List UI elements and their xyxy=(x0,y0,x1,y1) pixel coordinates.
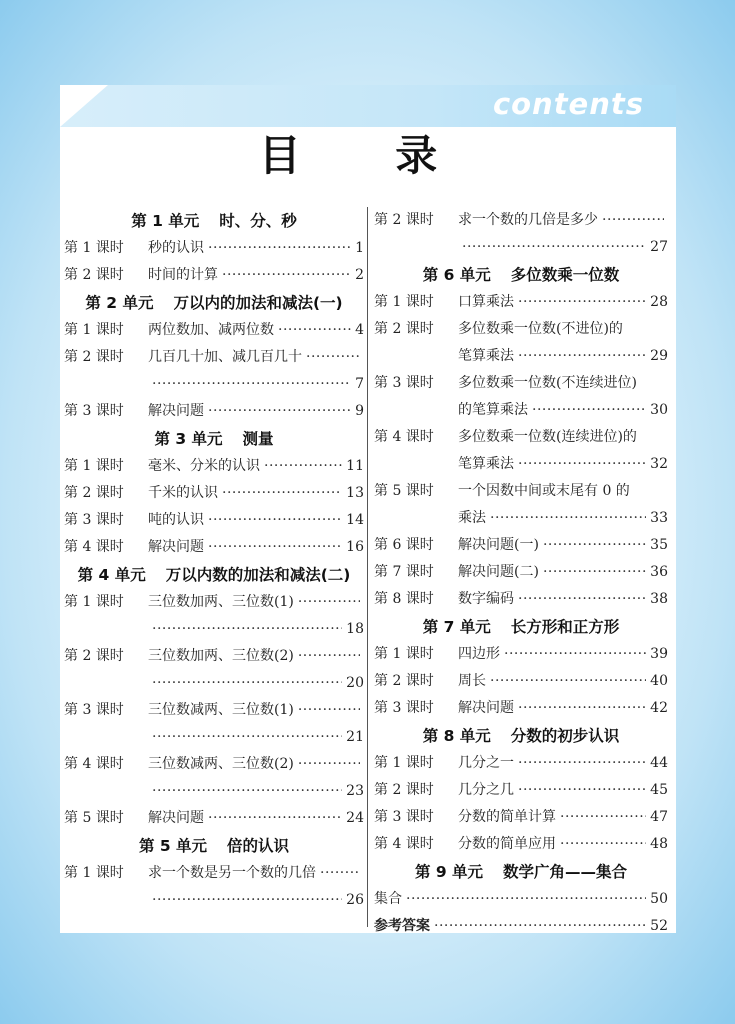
dot-leader xyxy=(278,317,351,344)
dot-leader xyxy=(490,668,646,695)
entry-line xyxy=(458,424,668,451)
page-number: 14 xyxy=(346,512,364,528)
dot-leader xyxy=(518,777,646,804)
header-banner xyxy=(60,85,676,127)
lesson-title-continued: 乘法 xyxy=(458,510,486,526)
dot-leader xyxy=(490,505,646,532)
unit-heading xyxy=(64,832,364,860)
page-number: 11 xyxy=(346,458,364,474)
page-number: 16 xyxy=(346,539,364,555)
unit-number: 第 3 单元 xyxy=(154,430,223,448)
toc-entry xyxy=(374,886,668,913)
toc-entry xyxy=(64,860,364,887)
unit-number: 第 8 单元 xyxy=(422,727,491,745)
entry-line xyxy=(458,668,668,695)
entry-line xyxy=(148,616,364,643)
toc-entry xyxy=(374,695,668,722)
lesson-title: 几分之几 xyxy=(458,782,514,798)
lesson-title: 三位数减两、三位数(2) xyxy=(148,756,294,772)
unit-number: 第 6 单元 xyxy=(422,266,491,284)
entry-line xyxy=(458,831,668,858)
unit-heading xyxy=(64,561,364,589)
toc-entry xyxy=(374,559,668,586)
page-number: 24 xyxy=(346,810,364,826)
lesson-number: 第 5 课时 xyxy=(64,810,124,826)
toc-entry xyxy=(374,316,668,343)
dot-leader xyxy=(518,289,646,316)
entry-line xyxy=(458,316,668,343)
toc-entry xyxy=(64,235,364,262)
unit-title: 分数的初步认识 xyxy=(510,727,620,745)
unit-number: 第 7 单元 xyxy=(422,618,491,636)
entry-title: 参考答案 xyxy=(374,918,430,934)
dot-leader xyxy=(532,397,646,424)
unit-heading xyxy=(374,261,668,289)
toc-entry xyxy=(64,453,364,480)
dot-leader xyxy=(298,697,360,724)
entry-line xyxy=(458,478,668,505)
toc-entry-continued xyxy=(374,234,668,261)
toc-entry-continued xyxy=(64,371,364,398)
lesson-title: 求一个数的几倍是多少 xyxy=(458,212,598,228)
toc-entry xyxy=(374,532,668,559)
toc-entry xyxy=(374,831,668,858)
lesson-title: 口算乘法 xyxy=(458,294,514,310)
lesson-title: 几百几十加、减几百几十 xyxy=(148,349,302,365)
dot-leader xyxy=(602,207,664,234)
entry-line xyxy=(148,643,364,670)
page-number: 38 xyxy=(650,591,668,607)
unit-number: 第 1 单元 xyxy=(131,212,200,230)
unit-heading xyxy=(64,425,364,453)
dot-leader xyxy=(560,831,646,858)
page-number: 4 xyxy=(355,322,364,338)
dot-leader xyxy=(264,453,342,480)
lesson-number: 第 1 课时 xyxy=(374,646,434,662)
toc-entry xyxy=(64,589,364,616)
lesson-number: 第 4 课时 xyxy=(64,539,124,555)
dot-leader xyxy=(152,670,342,697)
dot-leader xyxy=(152,887,342,914)
lesson-title: 三位数加两、三位数(1) xyxy=(148,594,294,610)
unit-heading xyxy=(374,613,668,641)
dot-leader xyxy=(504,641,646,668)
entry-line xyxy=(458,234,668,261)
unit-heading xyxy=(374,722,668,750)
toc-entry xyxy=(374,804,668,831)
entry-line xyxy=(458,505,668,532)
entry-line xyxy=(148,262,364,289)
lesson-title: 解决问题(二) xyxy=(458,564,539,580)
toc-entry xyxy=(64,262,364,289)
toc-entry-continued xyxy=(374,343,668,370)
dot-leader xyxy=(434,913,646,940)
lesson-number: 第 2 课时 xyxy=(374,782,434,798)
lesson-title-continued: 的笔算乘法 xyxy=(458,402,528,418)
entry-line xyxy=(148,751,364,778)
entry-line xyxy=(458,777,668,804)
dot-leader xyxy=(518,451,646,478)
lesson-number: 第 2 课时 xyxy=(64,648,124,664)
unit-title: 长方形和正方形 xyxy=(510,618,620,636)
lesson-title: 吨的认识 xyxy=(148,512,204,528)
unit-title: 倍的认识 xyxy=(227,837,290,855)
unit-title: 时、分、秒 xyxy=(219,212,297,230)
unit-heading xyxy=(374,858,668,886)
entry-line xyxy=(458,343,668,370)
entry-line xyxy=(458,532,668,559)
page-number: 9 xyxy=(355,403,364,419)
entry-line xyxy=(458,586,668,613)
lesson-title: 两位数加、减两位数 xyxy=(148,322,274,338)
toc-entry xyxy=(64,480,364,507)
entry-line xyxy=(148,589,364,616)
toc-entry-continued xyxy=(374,451,668,478)
lesson-title: 时间的计算 xyxy=(148,267,218,283)
toc-entry xyxy=(374,913,668,940)
lesson-number: 第 2 课时 xyxy=(64,349,124,365)
dot-leader xyxy=(222,480,342,507)
toc-entry xyxy=(64,805,364,832)
entry-line xyxy=(148,887,364,914)
page-number: 44 xyxy=(650,755,668,771)
toc-entry xyxy=(374,289,668,316)
entry-line xyxy=(458,207,668,234)
entry-line xyxy=(148,507,364,534)
lesson-number: 第 3 课时 xyxy=(374,809,434,825)
entry-line xyxy=(458,750,668,777)
dot-leader xyxy=(543,559,646,586)
unit-number: 第 2 单元 xyxy=(85,294,154,312)
toc-entry-continued xyxy=(374,397,668,424)
dot-leader xyxy=(152,616,342,643)
dot-leader xyxy=(152,778,342,805)
toc-left-column xyxy=(64,207,364,914)
dot-leader xyxy=(298,751,360,778)
lesson-number: 第 1 课时 xyxy=(374,294,434,310)
page-number: 45 xyxy=(650,782,668,798)
toc-entry xyxy=(374,750,668,777)
toc-entry xyxy=(374,777,668,804)
unit-title: 万以内的加法和减法(一) xyxy=(173,294,343,312)
page-number: 21 xyxy=(346,729,364,745)
dot-leader xyxy=(208,235,351,262)
toc-entry xyxy=(64,697,364,724)
lesson-title: 几分之一 xyxy=(458,755,514,771)
page-number: 13 xyxy=(346,485,364,501)
dot-leader xyxy=(298,589,360,616)
entry-line xyxy=(458,397,668,424)
lesson-title: 三位数减两、三位数(1) xyxy=(148,702,294,718)
unit-number: 第 4 单元 xyxy=(77,566,146,584)
dot-leader xyxy=(208,805,342,832)
dot-leader xyxy=(406,886,646,913)
dot-leader xyxy=(208,507,342,534)
lesson-number: 第 6 课时 xyxy=(374,537,434,553)
toc-entry-continued xyxy=(64,724,364,751)
page-title: 目 录 xyxy=(258,131,478,180)
lesson-number: 第 4 课时 xyxy=(64,756,124,772)
toc-entry xyxy=(374,424,668,451)
toc-entry xyxy=(374,668,668,695)
dot-leader xyxy=(298,643,360,670)
lesson-number: 第 1 课时 xyxy=(64,240,124,256)
page-number: 52 xyxy=(650,918,668,934)
dot-leader xyxy=(208,398,351,425)
entry-line xyxy=(148,344,364,371)
page-number: 47 xyxy=(650,809,668,825)
dot-leader xyxy=(518,750,646,777)
entry-line xyxy=(148,480,364,507)
unit-title: 测量 xyxy=(242,430,274,448)
page-number: 42 xyxy=(650,700,668,716)
toc-entry xyxy=(64,317,364,344)
entry-line xyxy=(148,534,364,561)
unit-number: 第 9 单元 xyxy=(414,863,484,881)
page-number: 39 xyxy=(650,646,668,662)
lesson-title: 解决问题(一) xyxy=(458,537,539,553)
entry-line xyxy=(458,370,668,397)
toc-entry xyxy=(64,643,364,670)
lesson-title: 千米的认识 xyxy=(148,485,218,501)
entry-line xyxy=(458,641,668,668)
toc-entry xyxy=(64,507,364,534)
entry-line xyxy=(458,559,668,586)
lesson-title: 多位数乘一位数(不连续进位) xyxy=(458,375,637,391)
lesson-number: 第 1 课时 xyxy=(64,322,124,338)
toc-entry xyxy=(374,370,668,397)
page-number: 20 xyxy=(346,675,364,691)
lesson-number: 第 2 课时 xyxy=(374,212,434,228)
page-number: 30 xyxy=(650,402,668,418)
entry-line xyxy=(374,886,668,913)
page-number: 35 xyxy=(650,537,668,553)
dot-leader xyxy=(208,534,342,561)
dot-leader xyxy=(462,234,646,261)
toc-entry xyxy=(64,398,364,425)
entry-line xyxy=(148,235,364,262)
page-number: 50 xyxy=(650,891,668,907)
lesson-title: 解决问题 xyxy=(148,403,204,419)
lesson-number: 第 3 课时 xyxy=(374,375,434,391)
lesson-title: 解决问题 xyxy=(458,700,514,716)
lesson-title-continued: 笔算乘法 xyxy=(458,456,514,472)
entry-line xyxy=(458,289,668,316)
toc-entry xyxy=(64,751,364,778)
entry-line xyxy=(148,805,364,832)
toc-entry-continued xyxy=(64,778,364,805)
page-number: 26 xyxy=(346,892,364,908)
entry-line xyxy=(458,804,668,831)
entry-line xyxy=(148,670,364,697)
lesson-number: 第 1 课时 xyxy=(64,865,124,881)
toc-entry xyxy=(64,534,364,561)
toc-entry xyxy=(374,641,668,668)
page-number: 33 xyxy=(650,510,668,526)
lesson-number: 第 1 课时 xyxy=(64,458,124,474)
page-number: 48 xyxy=(650,836,668,852)
unit-heading xyxy=(64,207,364,235)
banner-contents-word: contents xyxy=(492,87,644,121)
lesson-title: 多位数乘一位数(连续进位)的 xyxy=(458,429,637,445)
dot-leader xyxy=(152,371,351,398)
dot-leader xyxy=(518,695,646,722)
lesson-title: 四边形 xyxy=(458,646,500,662)
dot-leader xyxy=(560,804,646,831)
lesson-title: 求一个数是另一个数的几倍 xyxy=(148,865,316,881)
page-number: 36 xyxy=(650,564,668,580)
lesson-number: 第 3 课时 xyxy=(64,702,124,718)
toc-entry-continued xyxy=(374,505,668,532)
page-number: 23 xyxy=(346,783,364,799)
lesson-number: 第 7 课时 xyxy=(374,564,434,580)
unit-title: 万以内数的加法和减法(二) xyxy=(165,566,351,584)
lesson-number: 第 2 课时 xyxy=(64,485,124,501)
dot-leader xyxy=(518,343,646,370)
unit-title: 数学广角——集合 xyxy=(503,863,628,881)
lesson-title: 毫米、分米的认识 xyxy=(148,458,260,474)
page-number: 2 xyxy=(355,267,364,283)
lesson-number: 第 8 课时 xyxy=(374,591,434,607)
lesson-number: 第 2 课时 xyxy=(374,321,434,337)
unit-heading xyxy=(64,289,364,317)
toc-entry xyxy=(374,478,668,505)
lesson-number: 第 2 课时 xyxy=(374,673,434,689)
lesson-title: 分数的简单计算 xyxy=(458,809,556,825)
dot-leader xyxy=(306,344,360,371)
lesson-number: 第 3 课时 xyxy=(64,403,124,419)
toc-entry xyxy=(64,344,364,371)
dot-leader xyxy=(320,860,360,887)
lesson-title: 三位数加两、三位数(2) xyxy=(148,648,294,664)
lesson-number: 第 2 课时 xyxy=(64,267,124,283)
page-number: 32 xyxy=(650,456,668,472)
lesson-title: 分数的简单应用 xyxy=(458,836,556,852)
lesson-number: 第 5 课时 xyxy=(374,483,434,499)
lesson-number: 第 1 课时 xyxy=(64,594,124,610)
lesson-title: 解决问题 xyxy=(148,810,204,826)
entry-line xyxy=(148,317,364,344)
lesson-title: 多位数乘一位数(不进位)的 xyxy=(458,321,623,337)
entry-line xyxy=(148,697,364,724)
page-number: 7 xyxy=(355,376,364,392)
entry-line xyxy=(148,398,364,425)
entry-line xyxy=(148,724,364,751)
lesson-number: 第 3 课时 xyxy=(64,512,124,528)
dot-leader xyxy=(152,724,342,751)
entry-line xyxy=(148,453,364,480)
toc-right-column xyxy=(374,207,668,940)
toc-entry-continued xyxy=(64,887,364,914)
toc-entry xyxy=(374,207,668,234)
lesson-title-continued: 笔算乘法 xyxy=(458,348,514,364)
page-number: 1 xyxy=(355,240,364,256)
lesson-title: 一个因数中间或末尾有 0 的 xyxy=(458,483,630,499)
lesson-title: 秒的认识 xyxy=(148,240,204,256)
entry-line xyxy=(458,451,668,478)
banner-corner-cut xyxy=(60,85,108,127)
entry-line xyxy=(458,695,668,722)
entry-line xyxy=(374,913,668,940)
entry-title: 集合 xyxy=(374,891,402,907)
dot-leader xyxy=(543,532,646,559)
unit-title: 多位数乘一位数 xyxy=(510,266,620,284)
unit-number: 第 5 单元 xyxy=(138,837,208,855)
toc-entry-continued xyxy=(64,616,364,643)
toc-entry xyxy=(374,586,668,613)
page-number: 40 xyxy=(650,673,668,689)
column-divider xyxy=(367,207,368,927)
dot-leader xyxy=(222,262,351,289)
page-number: 27 xyxy=(650,239,668,255)
lesson-title: 周长 xyxy=(458,673,486,689)
lesson-number: 第 1 课时 xyxy=(374,755,434,771)
toc-page xyxy=(60,85,676,933)
entry-line xyxy=(148,778,364,805)
page-number: 18 xyxy=(346,621,364,637)
lesson-number: 第 4 课时 xyxy=(374,836,434,852)
lesson-title: 数字编码 xyxy=(458,591,514,607)
page-number: 28 xyxy=(650,294,668,310)
toc-entry-continued xyxy=(64,670,364,697)
entry-line xyxy=(148,371,364,398)
lesson-number: 第 4 课时 xyxy=(374,429,434,445)
entry-line xyxy=(148,860,364,887)
page-number: 29 xyxy=(650,348,668,364)
dot-leader xyxy=(518,586,646,613)
lesson-number: 第 3 课时 xyxy=(374,700,434,716)
lesson-title: 解决问题 xyxy=(148,539,204,555)
